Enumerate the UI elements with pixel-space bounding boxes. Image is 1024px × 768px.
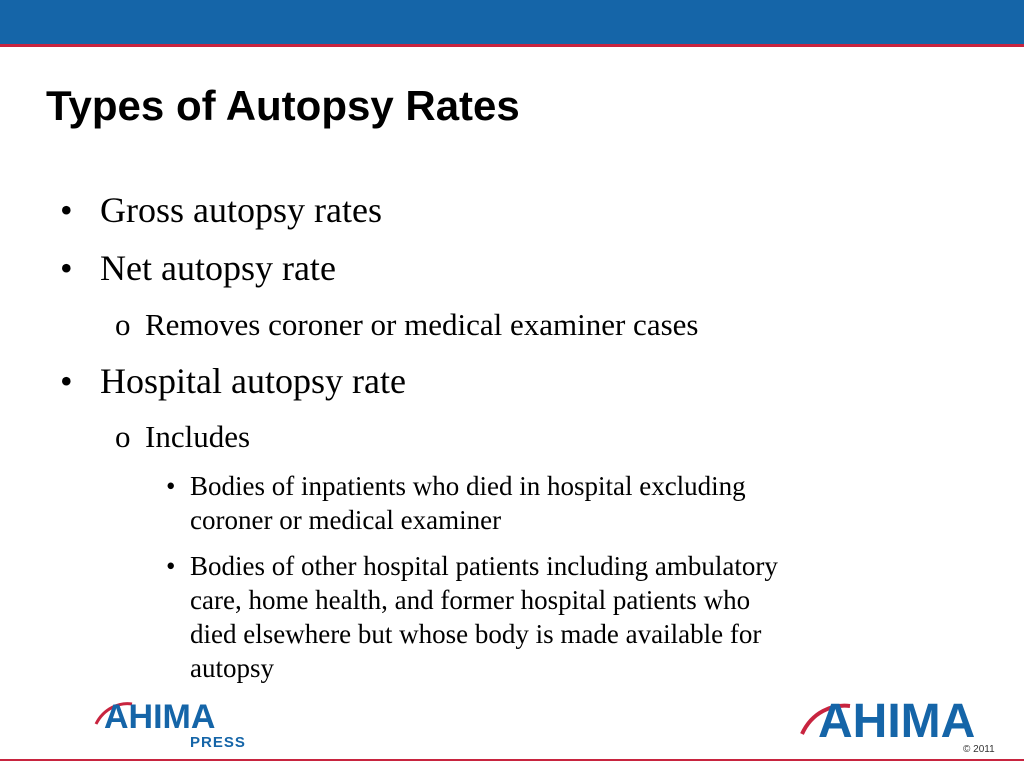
sub-sub-bullet-line: coroner or medical examiner xyxy=(190,505,502,535)
bullet-marker: • xyxy=(60,190,73,230)
copyright-text: © 2011 xyxy=(963,744,995,755)
bullet-item xyxy=(60,190,382,230)
footer-accent-line xyxy=(0,759,1024,761)
bullet-text: Hospital autopsy rate xyxy=(100,361,406,401)
bullet-marker: • xyxy=(60,248,73,288)
bullet-text: Net autopsy rate xyxy=(100,248,336,288)
logo-wordmark: AHIMA xyxy=(104,698,216,736)
logo-press-text: PRESS xyxy=(190,734,246,751)
ahima-press-logo xyxy=(94,698,244,754)
logo-wordmark: AHIMA xyxy=(818,695,976,748)
bullet-item xyxy=(60,248,336,288)
sub-sub-bullet-line: Bodies of inpatients who died in hospital excluding xyxy=(190,471,746,501)
sub-sub-bullet-line: care, home health, and former hospital patients who xyxy=(190,585,751,615)
sub-bullet-item xyxy=(115,419,251,455)
sub-bullet-item xyxy=(115,307,699,343)
bullet-text: Gross autopsy rates xyxy=(100,190,382,230)
sub-sub-bullet-marker: • xyxy=(166,471,176,501)
sub-sub-bullet-item xyxy=(166,549,778,685)
sub-sub-bullet-line: Bodies of other hospital patients including ambulatory xyxy=(190,551,778,581)
sub-sub-bullet-line: autopsy xyxy=(190,653,274,683)
sub-bullet-text: Removes coroner or medical examiner cases xyxy=(145,307,699,342)
sub-sub-bullet-line: died elsewhere but whose body is made available for xyxy=(190,619,762,649)
slide-title: Types of Autopsy Rates xyxy=(46,82,520,129)
sub-bullet-text: Includes xyxy=(145,419,251,454)
sub-bullet-marker: o xyxy=(115,307,131,342)
sub-bullet-marker: o xyxy=(115,419,131,454)
sub-sub-bullet-item xyxy=(166,469,746,537)
bullet-marker: • xyxy=(60,361,73,401)
ahima-logo xyxy=(800,694,1000,750)
bullet-item xyxy=(60,361,406,401)
sub-sub-bullet-marker: • xyxy=(166,551,176,581)
